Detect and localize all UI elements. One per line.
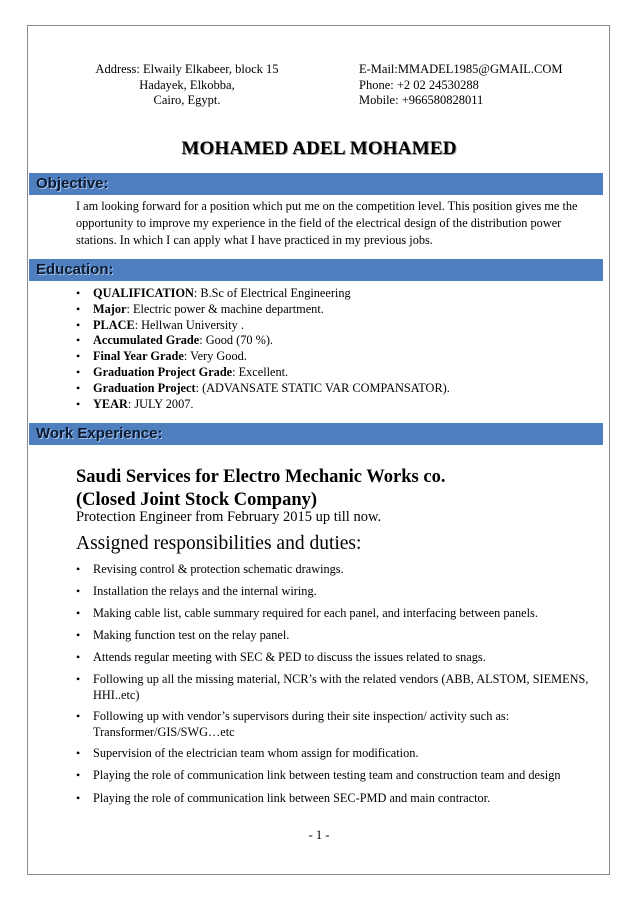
bullet-icon: • <box>76 380 81 395</box>
bullet-icon: • <box>76 628 81 642</box>
job-position: Protection Engineer from February 2015 up till now. <box>76 509 382 525</box>
education-label: Graduation Project <box>93 380 196 395</box>
education-value: : (ADVANSATE STATIC VAR COMPANSATOR). <box>195 380 450 395</box>
duty-item <box>76 650 604 666</box>
address-line-3: Cairo, Egypt. <box>153 93 221 107</box>
bullet-icon: • <box>76 286 81 300</box>
duty-text: Installation the relays and the internal wiring. <box>93 584 317 598</box>
education-label: Major <box>93 301 127 316</box>
duty-item <box>76 584 604 600</box>
bullet-icon: • <box>76 396 81 411</box>
address-line-1: Address: Elwaily Elkabeer, block 15 <box>95 62 279 76</box>
bullet-icon: • <box>76 364 81 379</box>
work-heading: Work Experience: <box>36 425 163 442</box>
bullet-icon: • <box>76 768 81 782</box>
education-item <box>76 365 450 381</box>
duty-item <box>76 746 604 762</box>
bullet-icon: • <box>76 584 81 598</box>
education-item <box>76 302 450 318</box>
duty-text: Playing the role of communication link between SEC-PMD and main contractor. <box>93 791 491 805</box>
duty-text: Playing the role of communication link between testing team and construction team and design <box>93 768 561 782</box>
bullet-icon: • <box>76 709 81 723</box>
duty-item <box>76 672 604 703</box>
bullet-icon: • <box>76 317 81 332</box>
education-item <box>76 397 450 413</box>
mobile-text: Mobile: +966580828011 <box>359 93 484 107</box>
education-value: : JULY 2007. <box>127 396 194 411</box>
education-section-bar <box>29 259 603 281</box>
education-heading: Education: <box>36 261 114 278</box>
education-value: : Hellwan University . <box>134 317 244 332</box>
duty-item <box>76 791 604 807</box>
bullet-icon: • <box>76 746 81 760</box>
duty-item <box>76 768 604 784</box>
company-name <box>76 466 445 512</box>
duty-text: Making cable list, cable summary required for each panel, and interfacing between panels. <box>93 606 538 620</box>
duty-text: Revising control & protection schematic drawings. <box>93 562 344 576</box>
education-item <box>76 333 450 349</box>
duties-heading: Assigned responsibilities and duties: <box>76 533 362 554</box>
education-label: Graduation Project Grade <box>93 364 233 379</box>
education-value: : B.Sc of Electrical Engineering <box>193 286 351 300</box>
duty-item <box>76 562 604 578</box>
education-label: Accumulated Grade <box>93 333 200 348</box>
education-value: : Electric power & machine department. <box>126 301 324 316</box>
education-list <box>76 286 450 412</box>
work-section-bar <box>29 423 603 445</box>
duty-text: Attends regular meeting with SEC & PED to discuss the issues related to snags. <box>93 650 486 664</box>
education-value: : Excellent. <box>232 364 289 379</box>
duty-item <box>76 606 604 622</box>
bullet-icon: • <box>76 606 81 620</box>
bullet-icon: • <box>76 791 81 805</box>
duty-text: Following up all the missing material, NCR’s with the related vendors (ABB, ALSTOM, SIEMENS, HHI..etc) <box>93 672 589 702</box>
address-line-2: Hadayek, Elkobba, <box>139 77 235 92</box>
email-text: E-Mail:MMADEL1985@GMAIL.COM <box>359 62 563 76</box>
contact-block <box>359 62 599 109</box>
education-label: Final Year Grade <box>93 349 184 364</box>
education-value: : Very Good. <box>183 349 247 364</box>
objective-section-bar <box>29 173 603 195</box>
education-item <box>76 349 450 365</box>
education-value: : Good (70 %). <box>199 333 273 348</box>
bullet-icon: • <box>76 672 81 686</box>
bullet-icon: • <box>76 650 81 664</box>
bullet-icon: • <box>76 349 81 364</box>
company-line-2: (Closed Joint Stock Company) <box>76 490 318 510</box>
company-line-1: Saudi Services for Electro Mechanic Works co. <box>76 467 446 487</box>
bullet-icon: • <box>76 333 81 348</box>
education-label: QUALIFICATION <box>93 286 194 300</box>
education-label: YEAR <box>93 396 128 411</box>
page-number: - 1 - <box>308 828 330 842</box>
candidate-name: MOHAMED ADEL MOHAMED <box>181 138 457 159</box>
objective-heading: Objective: <box>36 175 109 192</box>
duty-text: Following up with vendor’s supervisors during their site inspection/ activity such as: Transformer/GIS/SWG…etc <box>93 709 510 739</box>
address-block <box>92 62 282 109</box>
bullet-icon: • <box>76 301 81 316</box>
phone-text: Phone: +2 02 24530288 <box>359 77 479 92</box>
objective-text: I am looking forward for a position which put me on the competition level. This position gives me the opportunity to improve my experience in the field of the electrical design of the distribution power stations. In which I can apply what I have practiced in my previous jobs. <box>76 199 578 247</box>
education-item <box>76 286 450 302</box>
bullet-icon: • <box>76 562 81 576</box>
education-item <box>76 318 450 334</box>
duty-text: Making function test on the relay panel. <box>93 628 290 642</box>
education-item <box>76 381 450 397</box>
duty-item <box>76 709 604 740</box>
duty-text: Supervision of the electrician team whom assign for modification. <box>93 746 419 760</box>
duty-item <box>76 628 604 644</box>
education-label: PLACE <box>93 317 135 332</box>
